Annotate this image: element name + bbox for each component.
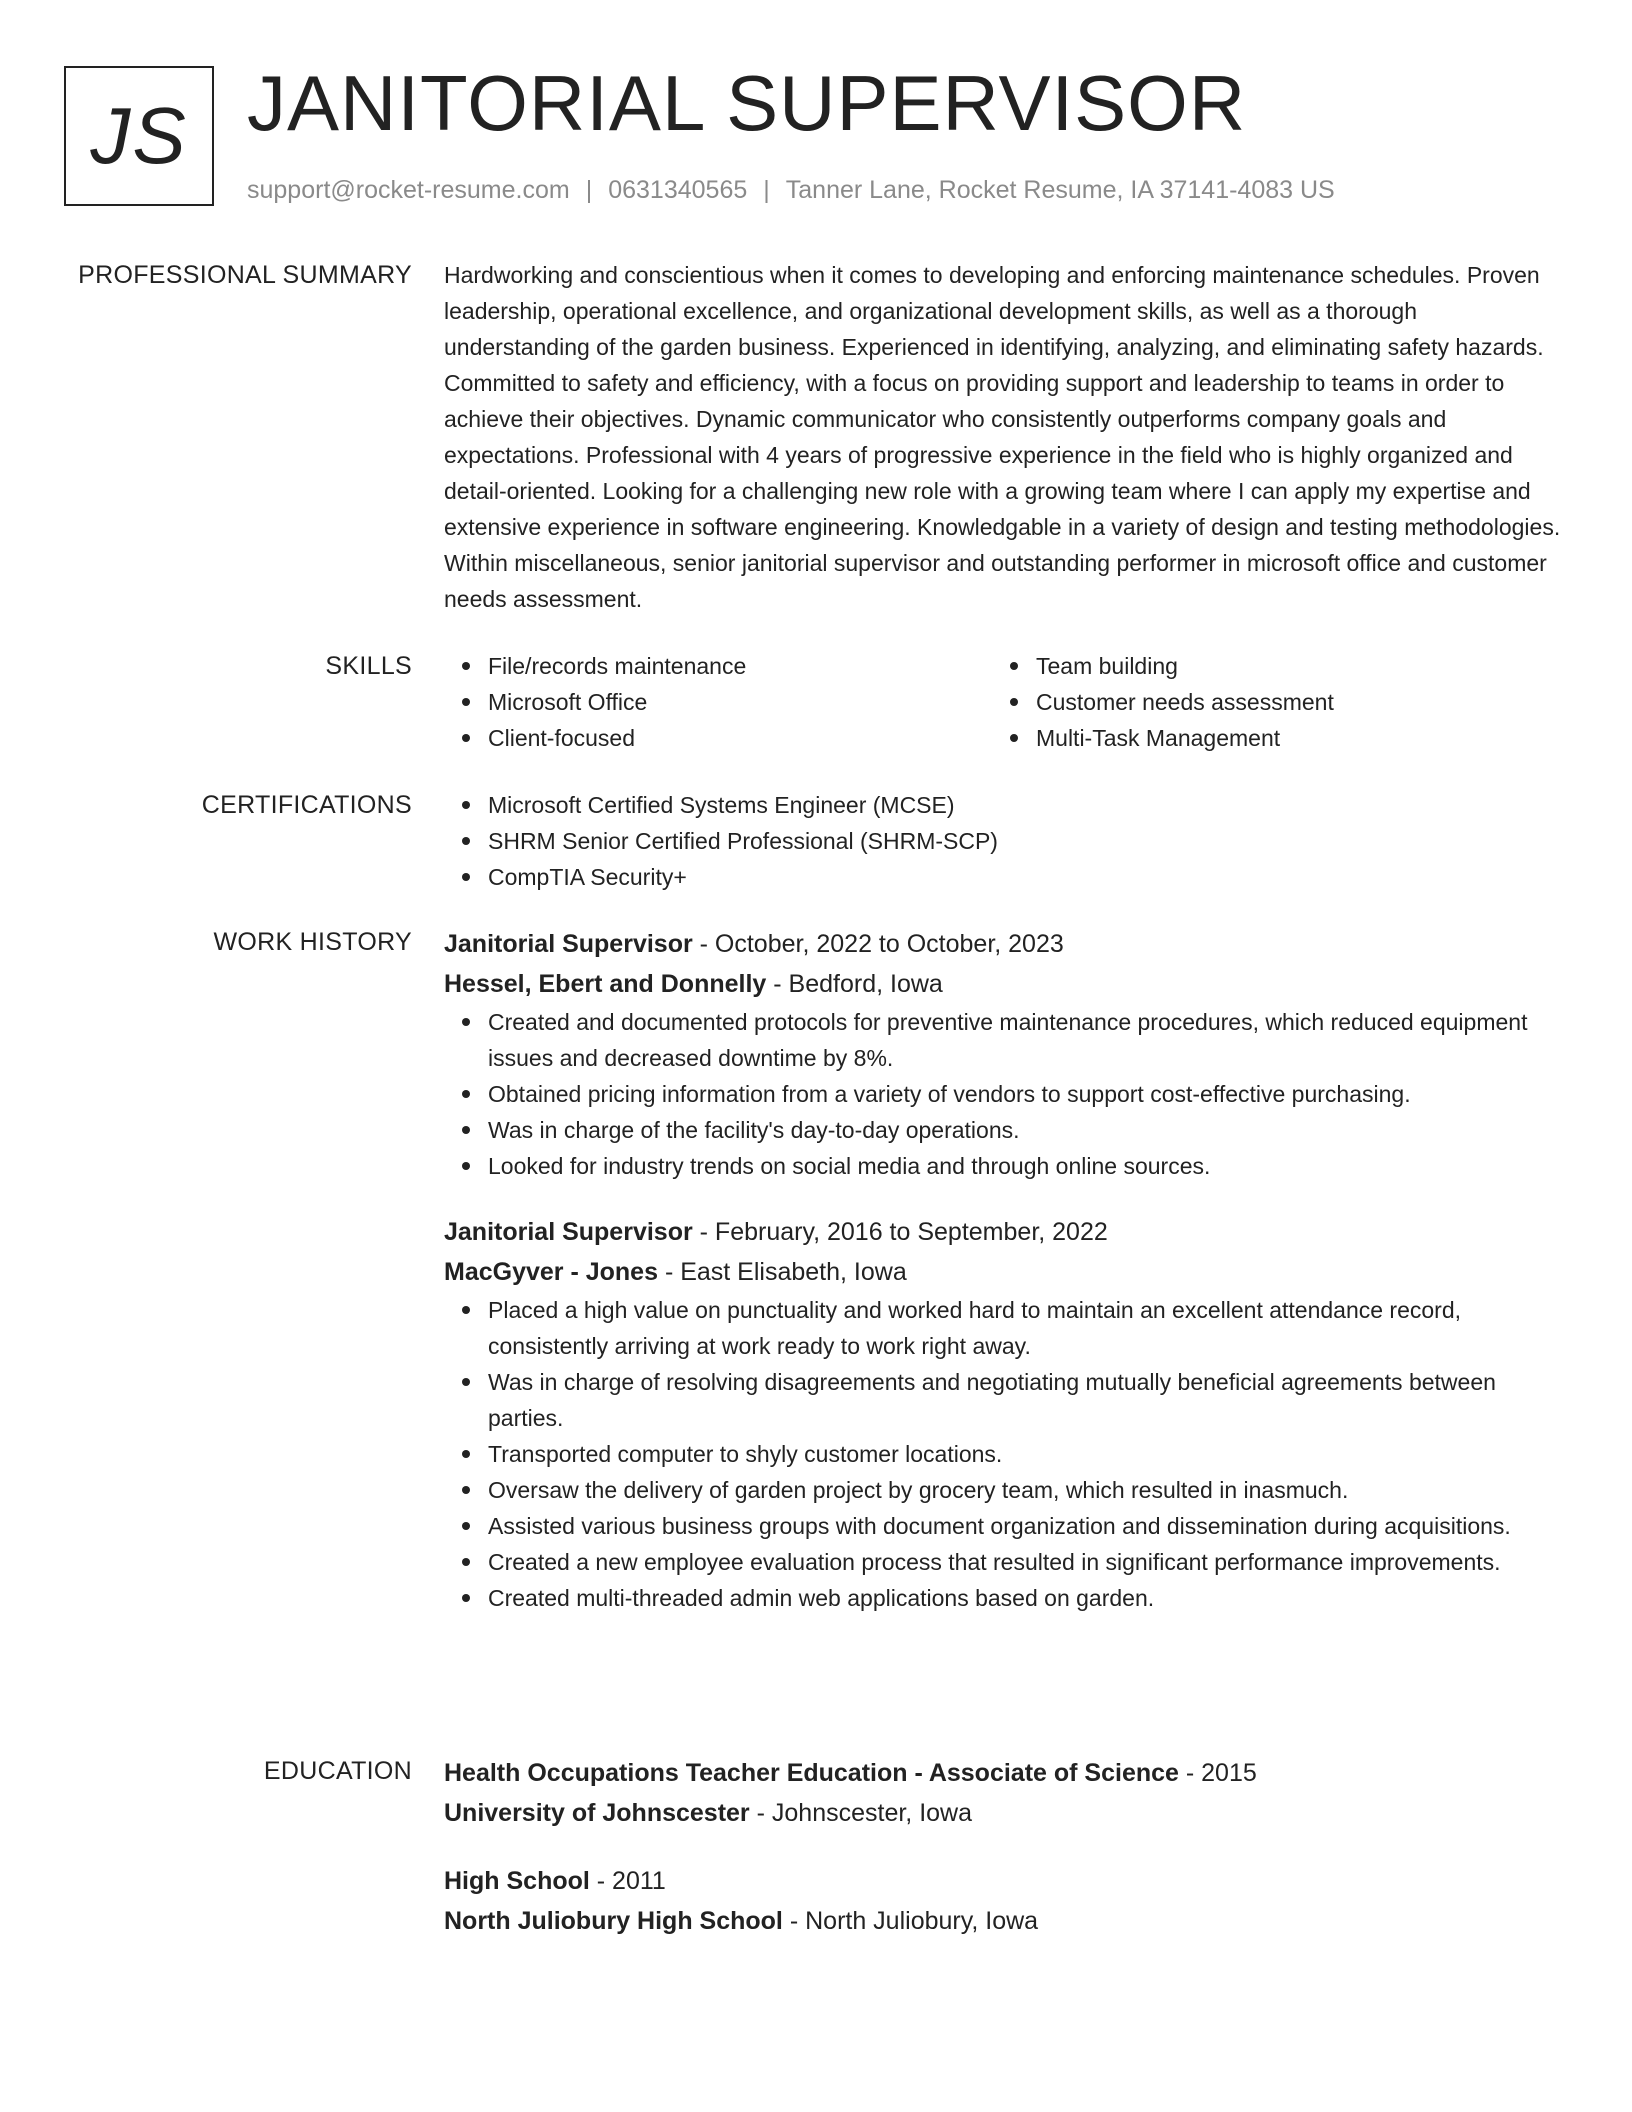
job-entry (444, 1212, 1564, 1616)
education-entry (444, 1861, 1564, 1941)
job-bullet: Created a new employee evaluation process that resulted in significant performance improvements. (488, 1544, 1564, 1580)
job-bullet: Assisted various business groups with document organization and dissemination during acquisitions. (488, 1508, 1564, 1544)
monogram-logo: JS (64, 66, 214, 206)
job-company: Hessel, Ebert and Donnelly (444, 970, 767, 998)
contact-phone: 0631340565 (608, 176, 748, 204)
skills-list-left (444, 648, 992, 756)
job-entry (444, 924, 1564, 1184)
section-heading: EDUCATION (263, 1757, 412, 1785)
section-heading: SKILLS (325, 652, 412, 680)
contact-separator: | (763, 176, 770, 204)
job-company-line (444, 1252, 1564, 1292)
education-entry (444, 1753, 1564, 1833)
education-degree-line (444, 1861, 1564, 1901)
job-bullet: Created multi-threaded admin web applications based on garden. (488, 1580, 1564, 1616)
certifications-list (444, 787, 1564, 895)
page-title: JANITORIAL SUPERVISOR (247, 59, 1247, 147)
skills-list-right (992, 648, 1540, 756)
education-year: - 2011 (589, 1867, 666, 1895)
section-heading: PROFESSIONAL SUMMARY (78, 261, 412, 289)
job-dates: - October, 2022 to October, 2023 (692, 930, 1064, 958)
job-bullet: Was in charge of resolving disagreements and negotiating mutually beneficial agreements between parties. (488, 1364, 1564, 1436)
job-company-line (444, 964, 1564, 1004)
job-bullet: Transported computer to shyly customer locations. (488, 1436, 1564, 1472)
job-bullets (444, 1292, 1564, 1616)
education-year: - 2015 (1178, 1759, 1257, 1787)
job-location: - Bedford, Iowa (766, 970, 943, 998)
skill-item: File/records maintenance (488, 648, 992, 684)
job-bullet: Was in charge of the facility's day-to-day operations. (488, 1112, 1564, 1148)
job-bullets (444, 1004, 1564, 1184)
job-location: - East Elisabeth, Iowa (658, 1258, 907, 1286)
job-title-line (444, 1212, 1564, 1252)
education-location: - North Juliobury, Iowa (782, 1907, 1039, 1935)
education-degree: High School (444, 1867, 590, 1895)
skill-item: Microsoft Office (488, 684, 992, 720)
skill-item: Client-focused (488, 720, 992, 756)
job-title: Janitorial Supervisor (444, 1218, 693, 1246)
job-bullet: Looked for industry trends on social media and through online sources. (488, 1148, 1564, 1184)
skill-item: Customer needs assessment (1036, 684, 1540, 720)
section-heading: CERTIFICATIONS (201, 791, 412, 819)
summary-text: Hardworking and conscientious when it comes to developing and enforcing maintenance schedules. Proven leadership, operational excellence, and organizational development skills, as well as a thorough understanding of the garden business. Experienced in identifying, analyzing, and eliminating safety hazards. Committed to safety and efficiency, with a focus on providing support and leadership to teams in order to achieve their objectives. Dynamic communicator who consistently outperforms company goals and expectations. Professional with 4 years of progressive experience in the field who is highly organized and detail-oriented. Looking for a challenging new role with a growing team where I can apply my expertise and extensive experience in software engineering. Knowledgable in a variety of design and testing methodologies. Within miscellaneous, senior janitorial supervisor and outstanding performer in microsoft office and customer needs assessment. (444, 262, 1561, 612)
education-degree: Health Occupations Teacher Education - Associate of Science (444, 1759, 1179, 1787)
job-company: MacGyver - Jones (444, 1258, 658, 1286)
education-school: North Juliobury High School (444, 1907, 783, 1935)
certification-item: Microsoft Certified Systems Engineer (MCSE) (488, 787, 1564, 823)
job-bullet: Obtained pricing information from a variety of vendors to support cost-effective purchasing. (488, 1076, 1564, 1112)
contact-address: Tanner Lane, Rocket Resume, IA 37141-4083 US (785, 176, 1335, 204)
skill-item: Multi-Task Management (1036, 720, 1540, 756)
job-bullet: Oversaw the delivery of garden project by grocery team, which resulted in inasmuch. (488, 1472, 1564, 1508)
education-school-line (444, 1901, 1564, 1941)
education-school-line (444, 1793, 1564, 1833)
job-bullet: Placed a high value on punctuality and worked hard to maintain an excellent attendance record, consistently arriving at work ready to work right away. (488, 1292, 1564, 1364)
education-degree-line (444, 1753, 1564, 1793)
certification-item: CompTIA Security+ (488, 859, 1564, 895)
job-dates: - February, 2016 to September, 2022 (692, 1218, 1108, 1246)
certification-item: SHRM Senior Certified Professional (SHRM-SCP) (488, 823, 1564, 859)
education-school: University of Johnscester (444, 1799, 750, 1827)
skill-item: Team building (1036, 648, 1540, 684)
section-heading: WORK HISTORY (213, 928, 412, 956)
job-bullet: Created and documented protocols for preventive maintenance procedures, which reduced equipment issues and decreased downtime by 8%. (488, 1004, 1564, 1076)
job-title-line (444, 924, 1564, 964)
education-location: - Johnscester, Iowa (749, 1799, 972, 1827)
contact-email[interactable]: support@rocket-resume.com (247, 176, 570, 204)
skills-grid (444, 648, 1564, 756)
contact-separator: | (585, 176, 593, 204)
job-title: Janitorial Supervisor (444, 930, 693, 958)
contact-line (247, 172, 1335, 208)
